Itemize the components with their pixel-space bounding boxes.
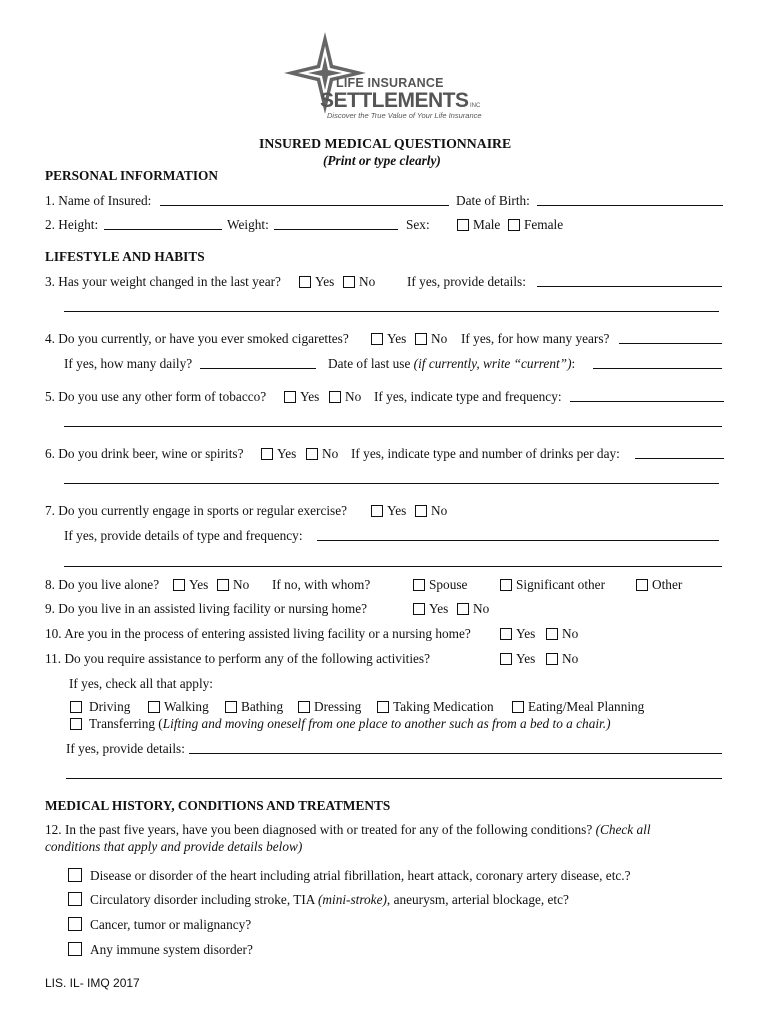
q4-no-checkbox[interactable] [415, 333, 427, 345]
q11-details-label: If yes, provide details: [66, 741, 185, 756]
q10-no-option[interactable]: No [546, 626, 578, 642]
q11-text: 11. Do you require assistance to perform any of the following activities? [45, 651, 431, 666]
page-title: INSURED MEDICAL QUESTIONNAIRE [259, 136, 512, 151]
q6-text: 6. Do you drink beer, wine or spirits? [45, 446, 244, 461]
q8-yes-checkbox[interactable] [173, 579, 185, 591]
q7-yes-checkbox[interactable] [371, 505, 383, 517]
q5-yes-option[interactable]: Yes [284, 389, 319, 405]
weight-label: Weight: [227, 217, 269, 232]
q11-no-checkbox[interactable] [546, 653, 558, 665]
activity-eating-option[interactable]: Eating/Meal Planning [512, 699, 644, 715]
section-lifestyle: LIFESTYLE AND HABITS [45, 249, 205, 264]
q10-no-checkbox[interactable] [546, 628, 558, 640]
q8-significant-other-option[interactable]: Significant other [500, 577, 605, 593]
logo-line2: SETTLEMENTS [320, 89, 469, 112]
q5-details-field[interactable] [570, 401, 724, 402]
weight-field[interactable] [274, 229, 398, 230]
q3-details-field-2[interactable] [64, 311, 719, 312]
q11-checkall-label: If yes, check all that apply: [69, 676, 213, 691]
q2-height-label: 2. Height: [45, 217, 99, 232]
name-field[interactable] [160, 205, 449, 206]
sex-female-option[interactable]: Female [508, 217, 563, 233]
walking-checkbox[interactable] [148, 701, 160, 713]
q12-text-line2: conditions that apply and provide details below) [45, 839, 303, 854]
q8-other-option[interactable]: Other [636, 577, 682, 593]
q3-text: 3. Has your weight changed in the last year? [45, 274, 281, 289]
q7-text: 7. Do you currently engage in sports or regular exercise? [45, 503, 348, 518]
q4-years-label: If yes, for how many years? [461, 331, 610, 346]
q4-yes-checkbox[interactable] [371, 333, 383, 345]
q7-details-label: If yes, provide details of type and frequency: [64, 528, 303, 543]
activity-driving-option[interactable]: Driving [70, 699, 130, 715]
q3-details-field[interactable] [537, 286, 722, 287]
form-code-footer: LIS. IL- IMQ 2017 [45, 976, 140, 990]
q8-spouse-checkbox[interactable] [413, 579, 425, 591]
q6-details-label: If yes, indicate type and number of drinks per day: [351, 446, 620, 461]
q8-spouse-option[interactable]: Spouse [413, 577, 467, 593]
q8-text: 8. Do you live alone? [45, 577, 160, 592]
cancer-checkbox[interactable] [68, 917, 82, 931]
q7-details-field[interactable] [317, 540, 719, 541]
section-medical-history: MEDICAL HISTORY, CONDITIONS AND TREATMENTS [45, 798, 391, 813]
dressing-checkbox[interactable] [298, 701, 310, 713]
q8-significant-other-checkbox[interactable] [500, 579, 512, 591]
q5-details-label: If yes, indicate type and frequency: [374, 389, 562, 404]
dob-field[interactable] [537, 205, 723, 206]
dob-label: Date of Birth: [456, 193, 530, 208]
bathing-checkbox[interactable] [225, 701, 237, 713]
q4-text: 4. Do you currently, or have you ever smoked cigarettes? [45, 331, 349, 346]
q5-no-option[interactable]: No [329, 389, 361, 405]
eating-checkbox[interactable] [512, 701, 524, 713]
activity-transferring-option[interactable]: Transferring (Lifting and moving oneself from one place to another such as from a bed to a chair.) [70, 716, 611, 732]
page-subtitle: (Print or type clearly) [323, 153, 441, 168]
q4-yes-option[interactable]: Yes [371, 331, 406, 347]
q3-yes-checkbox[interactable] [299, 276, 311, 288]
q7-yes-option[interactable]: Yes [371, 503, 406, 519]
q4-lastuse-label: Date of last use (if currently, write “current”): [328, 356, 576, 371]
q3-no-option[interactable]: No [343, 274, 375, 290]
q9-no-checkbox[interactable] [457, 603, 469, 615]
driving-checkbox[interactable] [70, 701, 82, 713]
q7-no-checkbox[interactable] [415, 505, 427, 517]
logo-line1: LIFE INSURANCE [336, 76, 444, 90]
q6-yes-checkbox[interactable] [261, 448, 273, 460]
q10-yes-checkbox[interactable] [500, 628, 512, 640]
height-field[interactable] [104, 229, 222, 230]
q12-text: 12. In the past five years, have you been diagnosed with or treated for any of the following conditions? (Check all [45, 822, 651, 837]
medication-checkbox[interactable] [377, 701, 389, 713]
q5-no-checkbox[interactable] [329, 391, 341, 403]
q6-yes-option[interactable]: Yes [261, 446, 296, 462]
activity-dressing-option[interactable]: Dressing [298, 699, 361, 715]
q11-details-field-2[interactable] [66, 778, 722, 779]
q11-no-option[interactable]: No [546, 651, 578, 667]
sex-male-option[interactable]: Male [457, 217, 500, 233]
q9-text: 9. Do you live in an assisted living facility or nursing home? [45, 601, 368, 616]
condition-heart-option[interactable]: Disease or disorder of the heart including atrial fibrillation, heart attack, coronary artery disease, etc.? [68, 868, 631, 884]
activity-medication-option[interactable]: Taking Medication [377, 699, 494, 715]
q6-details-field[interactable] [635, 458, 724, 459]
q4-lastuse-field[interactable] [593, 368, 722, 369]
q4-daily-field[interactable] [200, 368, 316, 369]
q3-yes-option[interactable]: Yes [299, 274, 334, 290]
q10-text: 10. Are you in the process of entering assisted living facility or a nursing home? [45, 626, 471, 641]
condition-circulatory-option[interactable]: Circulatory disorder including stroke, TIA (mini-stroke), aneurysm, arterial blockage, etc? [68, 892, 569, 908]
condition-cancer-option[interactable]: Cancer, tumor or malignancy? [68, 917, 251, 933]
q8-no-checkbox[interactable] [217, 579, 229, 591]
activity-walking-option[interactable]: Walking [148, 699, 209, 715]
q11-details-field[interactable] [189, 753, 722, 754]
logo-tagline: Discover the True Value of Your Life Insurance [327, 111, 482, 120]
circulatory-checkbox[interactable] [68, 892, 82, 906]
q7-no-option[interactable]: No [415, 503, 447, 519]
sex-label: Sex: [406, 217, 430, 232]
q8-whom-label: If no, with whom? [272, 577, 371, 592]
q1-label: 1. Name of Insured: [45, 193, 152, 208]
transferring-checkbox[interactable] [70, 718, 82, 730]
condition-immune-option[interactable]: Any immune system disorder? [68, 942, 253, 958]
heart-checkbox[interactable] [68, 868, 82, 882]
logo-inc: INC [470, 103, 481, 109]
q9-no-option[interactable]: No [457, 601, 489, 617]
activity-bathing-option[interactable]: Bathing [225, 699, 283, 715]
q5-details-field-2[interactable] [64, 426, 722, 427]
q11-yes-option[interactable]: Yes [500, 651, 535, 667]
q4-no-option[interactable]: No [415, 331, 447, 347]
immune-checkbox[interactable] [68, 942, 82, 956]
section-personal-information: PERSONAL INFORMATION [45, 168, 218, 183]
male-checkbox[interactable] [457, 219, 469, 231]
q6-no-option[interactable]: No [306, 446, 338, 462]
q8-other-checkbox[interactable] [636, 579, 648, 591]
q4-daily-label: If yes, how many daily? [64, 356, 193, 371]
q3-no-checkbox[interactable] [343, 276, 355, 288]
q8-yes-option[interactable]: Yes [173, 577, 208, 593]
q9-yes-checkbox[interactable] [413, 603, 425, 615]
q11-yes-checkbox[interactable] [500, 653, 512, 665]
q9-yes-option[interactable]: Yes [413, 601, 448, 617]
q6-no-checkbox[interactable] [306, 448, 318, 460]
q5-yes-checkbox[interactable] [284, 391, 296, 403]
female-checkbox[interactable] [508, 219, 520, 231]
q7-details-field-2[interactable] [64, 566, 722, 567]
q3-details-label: If yes, provide details: [407, 274, 526, 289]
q10-yes-option[interactable]: Yes [500, 626, 535, 642]
q5-text: 5. Do you use any other form of tobacco? [45, 389, 267, 404]
q4-years-field[interactable] [619, 343, 722, 344]
q8-no-option[interactable]: No [217, 577, 249, 593]
q6-details-field-2[interactable] [64, 483, 719, 484]
